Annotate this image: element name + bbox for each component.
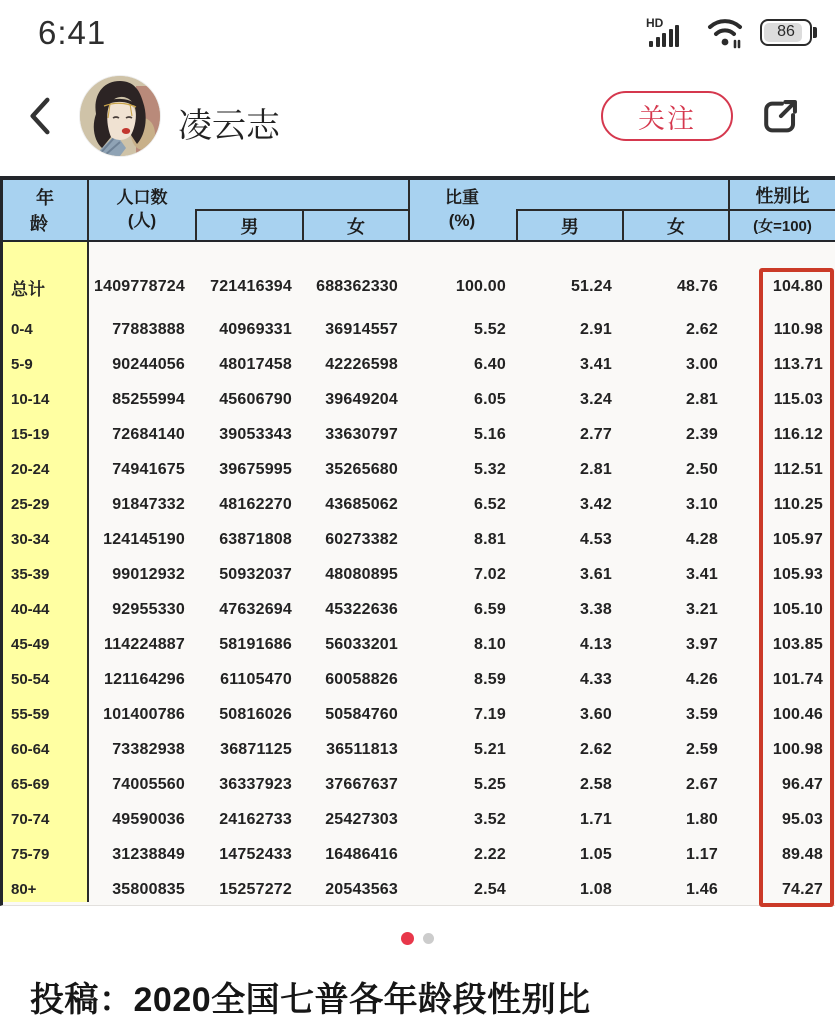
- value-cell-male: 63871808: [219, 530, 292, 548]
- header-population-male: 男: [195, 209, 302, 240]
- header-share-female: 女: [622, 209, 728, 240]
- status-icons: [646, 14, 817, 50]
- age-cell: 30-34: [11, 531, 50, 548]
- age-cell: 80+: [11, 881, 37, 898]
- value-cell-female: 60058826: [325, 670, 398, 688]
- value-cell-ratio: 105.10: [772, 600, 823, 618]
- value-cell-share_f: 3.41: [686, 565, 718, 583]
- value-cell-share: 2.54: [474, 880, 506, 898]
- header-population: 人口数 (人): [116, 188, 168, 230]
- value-cell-female: 60273382: [325, 530, 398, 548]
- value-cell-share: 6.40: [474, 355, 506, 373]
- value-cell-male: 48017458: [219, 355, 292, 373]
- battery-icon: [760, 19, 812, 46]
- value-cell-pop: 49590036: [112, 810, 185, 828]
- value-cell-ratio: 110.25: [773, 495, 823, 513]
- age-cell: 5-9: [11, 356, 33, 373]
- table-row: [3, 487, 835, 522]
- cellular-signal-icon: [646, 15, 692, 49]
- value-cell-female: 33630797: [325, 425, 398, 443]
- value-cell-share_f: 2.62: [686, 320, 718, 338]
- value-cell-share_f: 1.80: [686, 810, 718, 828]
- value-cell-share_m: 4.53: [580, 530, 612, 548]
- value-cell-share_m: 1.05: [580, 845, 612, 863]
- value-cell-pop: 99012932: [112, 565, 185, 583]
- table-row: [3, 522, 835, 557]
- value-cell-share_m: 3.41: [580, 355, 612, 373]
- value-cell-share_m: 3.61: [580, 565, 612, 583]
- table-row: [3, 452, 835, 487]
- value-cell-pop: 35800835: [112, 880, 185, 898]
- value-cell-share_f: 3.21: [686, 600, 718, 618]
- value-cell-pop: 74941675: [112, 460, 185, 478]
- value-cell-male: 15257272: [219, 880, 292, 898]
- value-cell-share_f: 1.17: [686, 845, 718, 863]
- value-cell-share: 6.59: [474, 600, 506, 618]
- table-header: [3, 180, 835, 242]
- value-cell-male: 45606790: [219, 390, 292, 408]
- value-cell-male: 721416394: [210, 278, 292, 295]
- table-body: [3, 242, 835, 902]
- table-row: [3, 767, 835, 802]
- value-cell-share: 6.05: [474, 390, 506, 408]
- value-cell-pop: 31238849: [112, 845, 185, 863]
- value-cell-share: 5.32: [474, 460, 506, 478]
- table-row: [3, 627, 835, 662]
- table-row: [3, 417, 835, 452]
- value-cell-pop: 72684140: [112, 425, 185, 443]
- value-cell-male: 40969331: [219, 320, 292, 338]
- value-cell-share: 5.25: [474, 775, 506, 793]
- header-population-female: 女: [302, 209, 408, 240]
- value-cell-ratio: 95.03: [781, 810, 823, 828]
- value-cell-share_f: 3.59: [686, 705, 718, 723]
- value-cell-ratio: 105.97: [772, 530, 823, 548]
- value-cell-female: 25427303: [325, 810, 398, 828]
- age-cell: 20-24: [11, 461, 50, 478]
- value-cell-share: 5.21: [474, 740, 506, 758]
- value-cell-female: 16486416: [325, 845, 398, 863]
- value-cell-share_m: 1.71: [580, 810, 612, 828]
- value-cell-share_m: 2.58: [580, 775, 612, 793]
- value-cell-pop: 90244056: [112, 355, 185, 373]
- signal-bars-icon: [649, 25, 679, 47]
- value-cell-share: 8.10: [474, 635, 506, 653]
- value-cell-share_m: 4.33: [580, 670, 612, 688]
- value-cell-male: 48162270: [219, 495, 292, 513]
- value-cell-share: 8.81: [474, 530, 506, 548]
- age-cell: 10-14: [11, 391, 50, 408]
- value-cell-ratio: 115.03: [773, 390, 823, 408]
- age-cell: 总计: [11, 279, 45, 299]
- value-cell-share: 5.52: [474, 320, 506, 338]
- value-cell-share_m: 4.13: [580, 635, 612, 653]
- age-cell: 75-79: [11, 846, 50, 863]
- value-cell-share: 7.19: [474, 705, 506, 723]
- age-cell: 45-49: [11, 636, 50, 653]
- value-cell-ratio: 113.71: [773, 355, 823, 373]
- value-cell-ratio: 89.48: [781, 845, 823, 863]
- page-dot[interactable]: [423, 933, 434, 944]
- value-cell-male: 36871125: [220, 740, 292, 758]
- value-cell-male: 61105470: [220, 670, 292, 688]
- value-cell-female: 42226598: [325, 355, 398, 373]
- value-cell-share_m: 2.91: [580, 320, 612, 338]
- value-cell-pop: 91847332: [112, 495, 185, 513]
- value-cell-share_m: 3.60: [580, 705, 612, 723]
- value-cell-female: 688362330: [316, 278, 398, 295]
- value-cell-male: 50816026: [219, 705, 292, 723]
- table-row: [3, 697, 835, 732]
- value-cell-ratio: 116.12: [773, 425, 823, 443]
- value-cell-female: 37667637: [325, 775, 398, 793]
- value-cell-pop: 85255994: [112, 390, 185, 408]
- app-header: [0, 60, 835, 172]
- value-cell-share: 2.22: [474, 845, 506, 863]
- value-cell-female: 35265680: [325, 460, 398, 478]
- follow-button[interactable]: 关注: [601, 91, 733, 141]
- value-cell-female: 45322636: [325, 600, 398, 618]
- value-cell-share_f: 1.46: [686, 880, 718, 898]
- hd-label: HD: [646, 16, 664, 30]
- value-cell-share_m: 51.24: [570, 278, 612, 295]
- age-cell: 25-29: [11, 496, 50, 513]
- table-row: [3, 347, 835, 382]
- age-cell: 0-4: [11, 321, 33, 338]
- age-cell: 40-44: [11, 601, 50, 618]
- table-row: [3, 312, 835, 347]
- value-cell-female: 50584760: [325, 705, 398, 723]
- value-cell-share_f: 4.26: [686, 670, 718, 688]
- page-dot-active[interactable]: [401, 932, 414, 945]
- value-cell-share_f: 4.28: [686, 530, 718, 548]
- table-row: [3, 592, 835, 627]
- table-row: [3, 872, 835, 907]
- value-cell-share: 100.00: [455, 278, 506, 295]
- value-cell-pop: 114224887: [103, 635, 185, 653]
- value-cell-female: 36914557: [325, 320, 398, 338]
- value-cell-share_m: 3.24: [580, 390, 612, 408]
- value-cell-share_f: 48.76: [676, 278, 718, 295]
- value-cell-share_f: 2.81: [686, 390, 718, 408]
- value-cell-share_f: 3.97: [686, 635, 718, 653]
- value-cell-share_m: 3.42: [580, 495, 612, 513]
- table-row: [3, 262, 835, 312]
- value-cell-male: 47632694: [219, 600, 292, 618]
- age-cell: 55-59: [11, 706, 50, 723]
- value-cell-pop: 74005560: [112, 775, 185, 793]
- value-cell-male: 14752433: [219, 845, 292, 863]
- header-age: 年 龄: [3, 180, 89, 240]
- value-cell-pop: 73382938: [112, 740, 185, 758]
- wifi-icon: [706, 15, 746, 49]
- age-cell: 60-64: [11, 741, 50, 758]
- value-cell-ratio: 96.47: [781, 775, 823, 793]
- value-cell-female: 48080895: [325, 565, 398, 583]
- value-cell-share: 6.52: [474, 495, 506, 513]
- value-cell-share: 8.59: [474, 670, 506, 688]
- value-cell-male: 36337923: [219, 775, 292, 793]
- back-icon[interactable]: [22, 94, 58, 138]
- avatar[interactable]: [80, 76, 160, 156]
- table-row: [3, 732, 835, 767]
- value-cell-pop: 101400786: [103, 705, 185, 723]
- table-row: [3, 837, 835, 872]
- value-cell-share_m: 2.62: [580, 740, 612, 758]
- value-cell-female: 39649204: [325, 390, 398, 408]
- value-cell-ratio: 101.74: [772, 670, 823, 688]
- value-cell-male: 50932037: [219, 565, 292, 583]
- value-cell-ratio: 112.51: [773, 460, 823, 478]
- post-caption: 投稿：2020全国七普各年龄段性别比: [30, 981, 591, 1019]
- value-cell-male: 39053343: [219, 425, 292, 443]
- battery-nub: [813, 27, 817, 38]
- header-sex-ratio: 性别比: [755, 185, 810, 206]
- header-share-male: 男: [516, 209, 622, 240]
- value-cell-share_m: 2.81: [580, 460, 612, 478]
- age-cell: 70-74: [11, 811, 50, 828]
- value-cell-ratio: 74.27: [781, 880, 823, 898]
- value-cell-male: 39675995: [219, 460, 292, 478]
- age-cell: 35-39: [11, 566, 50, 583]
- value-cell-ratio: 104.80: [772, 278, 823, 295]
- value-cell-share_m: 2.77: [580, 425, 612, 443]
- age-cell: 15-19: [11, 426, 50, 443]
- census-table-image[interactable]: [0, 176, 835, 906]
- value-cell-pop: 1409778724: [94, 278, 185, 295]
- share-icon[interactable]: [757, 94, 803, 140]
- value-cell-share_f: 3.10: [686, 495, 718, 513]
- value-cell-male: 24162733: [219, 810, 292, 828]
- value-cell-pop: 77883888: [112, 320, 185, 338]
- value-cell-share_f: 2.39: [686, 425, 718, 443]
- value-cell-share: 7.02: [474, 565, 506, 583]
- value-cell-share: 5.16: [474, 425, 506, 443]
- value-cell-pop: 124145190: [103, 530, 185, 548]
- value-cell-share_f: 2.67: [686, 775, 718, 793]
- value-cell-share: 3.52: [474, 810, 506, 828]
- value-cell-share_f: 3.00: [686, 355, 718, 373]
- value-cell-female: 20543563: [325, 880, 398, 898]
- value-cell-ratio: 100.98: [772, 740, 823, 758]
- table-row: [3, 382, 835, 417]
- value-cell-ratio: 103.85: [772, 635, 823, 653]
- value-cell-ratio: 100.46: [772, 705, 823, 723]
- battery-percent: 86: [777, 23, 795, 40]
- value-cell-share_f: 2.59: [686, 740, 718, 758]
- header-share: 比重 (%): [445, 188, 479, 230]
- table-row: [3, 802, 835, 837]
- value-cell-ratio: 110.98: [773, 320, 823, 338]
- pagination-dots: [0, 932, 835, 945]
- value-cell-share_m: 1.08: [580, 880, 612, 898]
- table-row: [3, 557, 835, 592]
- age-cell: 65-69: [11, 776, 50, 793]
- status-bar: [0, 0, 835, 60]
- value-cell-female: 56033201: [325, 635, 398, 653]
- value-cell-female: 43685062: [325, 495, 398, 513]
- value-cell-pop: 121164296: [103, 670, 185, 688]
- value-cell-female: 36511813: [326, 740, 398, 758]
- header-sex-ratio-unit: (女=100): [730, 209, 835, 240]
- value-cell-share_f: 2.50: [686, 460, 718, 478]
- username[interactable]: 凌云志: [178, 107, 280, 145]
- status-time: 6:41: [38, 14, 107, 51]
- table-row: [3, 662, 835, 697]
- value-cell-share_m: 3.38: [580, 600, 612, 618]
- age-cell: 50-54: [11, 671, 50, 688]
- value-cell-pop: 92955330: [112, 600, 185, 618]
- value-cell-male: 58191686: [219, 635, 292, 653]
- value-cell-ratio: 105.93: [772, 565, 823, 583]
